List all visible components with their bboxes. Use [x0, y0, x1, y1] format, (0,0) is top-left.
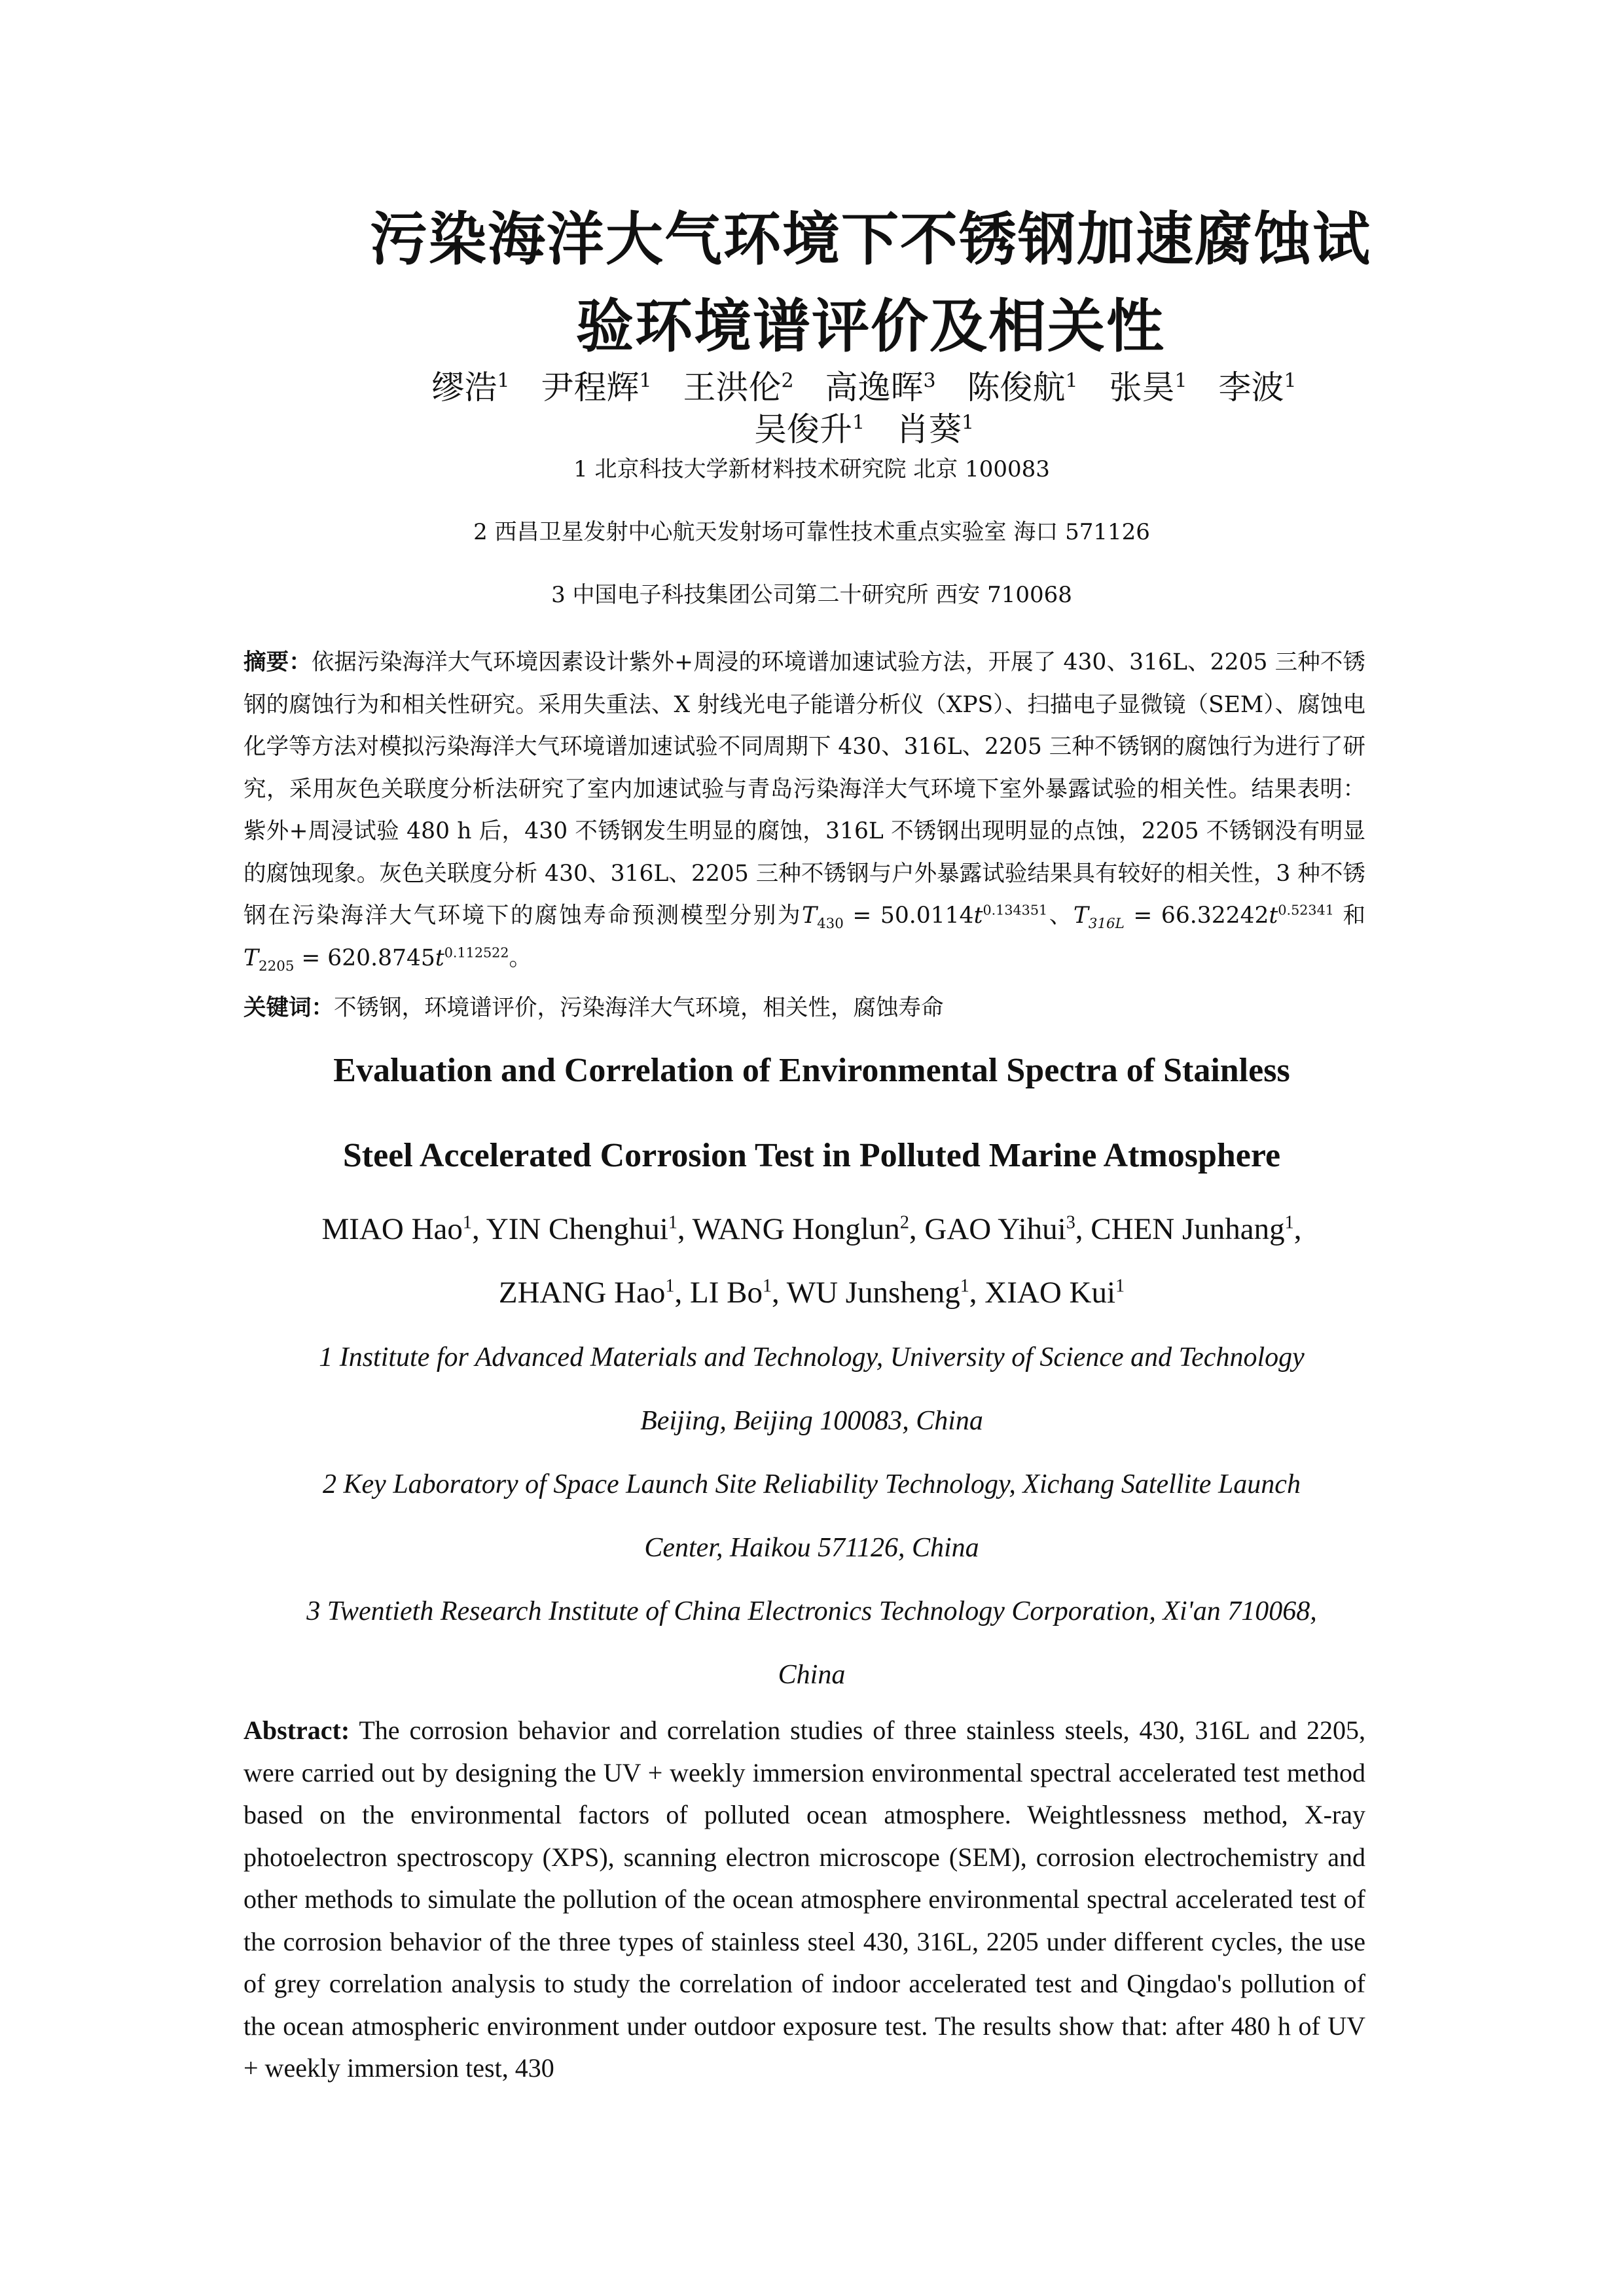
english-author-list-line-2: ZHANG Hao$^1$, LI Bo$^1$, WU Junsheng$^1$, XIAO Kui$^1$ — [498, 1276, 1125, 1310]
chinese-title-line-2: 验环境谱评价及相关性 — [575, 293, 1165, 360]
english-abstract-text: The corrosion behavior and correlation studies of three stainless steels, 430, 316L and 2205, were carried out by designing the UV + weekly immersion environmental spectral accelerated test method based on the environmental factors of polluted ocean atmosphere. Weightlessness method, X-ray photoelectron spectroscopy (XPS), scanning electron microscope (SEM), corrosion electrochemistry and other methods to simulate the pollution of the ocean atmosphere environmental spectral accelerated test of the corrosion behavior of the three types of stainless steel 430, 316L, 2205 under different cycles, the use of grey correlation analysis to study the correlation of indoor accelerated test and Qingdao's pollution of the ocean atmospheric environment under outdoor exposure test. The results show that: after 480 h of UV + weekly immersion test, 430 — [244, 1715, 1365, 2083]
english-affiliation-line: Center, Haikou 571126, China — [644, 1533, 979, 1563]
chinese-author: 肖葵$^1$ — [895, 410, 975, 448]
chinese-abstract-label: 摘要： — [244, 649, 312, 675]
english-author: GAO Yihui$^3$ — [924, 1212, 1075, 1246]
english-title-line-2: Steel Accelerated Corrosion Test in Polluted Marine Atmosphere — [342, 1137, 1281, 1174]
english-affiliation-line: 1 Institute for Advanced Materials and Technology, University of Science and Technology — [319, 1342, 1305, 1372]
english-affiliation-line: China — [778, 1660, 846, 1690]
chinese-author: 陈俊航$^1$ — [967, 368, 1078, 406]
english-affiliation-line: 3 Twentieth Research Institute of China Electronics Technology Corporation, Xi'an 710068, — [306, 1596, 1317, 1626]
english-author: WU Junsheng$^1$ — [786, 1276, 969, 1310]
chinese-keywords-label: 关键词： — [244, 995, 334, 1021]
life-model-2205: $T_{2205} = 620.8745t^{0.112522}$ — [244, 944, 509, 975]
chinese-keywords — [244, 992, 1365, 1024]
chinese-author: 张昊$^1$ — [1109, 368, 1187, 406]
chinese-affiliation-1: 1 北京科技大学新材料技术研究院 北京 100083 — [573, 456, 1050, 482]
chinese-affiliation-2: 2 西昌卫星发射中心航天发射场可靠性技术重点实验室 海口 571126 — [473, 519, 1150, 545]
chinese-author: 吴俊升$^1$ — [753, 410, 865, 448]
chinese-author: 尹程辉$^1$ — [541, 368, 652, 406]
english-author-list-line-1: MIAO Hao$^1$, YIN Chenghui$^1$, WANG Honglun$^2$, GAO Yihui$^3$, CHEN Junhang$^1$, — [321, 1212, 1302, 1246]
english-author: YIN Chenghui$^1$ — [486, 1212, 677, 1246]
english-author: WANG Honglun$^2$ — [692, 1212, 909, 1246]
chinese-author: 李波$^1$ — [1218, 368, 1297, 406]
chinese-title-line-1: 污染海洋大气环境下不锈钢加速腐蚀试 — [369, 206, 1371, 273]
life-model-316L: $T_{316L} = 66.32242t^{0.52341}$ — [1073, 902, 1334, 932]
life-model-430: $T_{430} = 50.0114t^{0.134351}$ — [802, 902, 1048, 932]
chinese-author: 缪浩$^1$ — [431, 368, 510, 406]
chinese-author: 高逸晖$^3$ — [825, 368, 936, 406]
chinese-author: 王洪伦$^2$ — [683, 368, 794, 406]
english-abstract-label: Abstract: — [244, 1715, 350, 1745]
chinese-author-list — [353, 367, 1375, 450]
english-author: CHEN Junhang$^1$ — [1091, 1212, 1294, 1246]
english-abstract — [244, 1710, 1365, 2090]
english-author: MIAO Hao$^1$ — [321, 1212, 472, 1246]
english-affiliation-line: Beijing, Beijing 100083, China — [640, 1406, 983, 1436]
chinese-abstract: 摘要：依据污染海洋大气环境因素设计紫外+周浸的环境谱加速试验方法，开展了 430、316L、2205 三种不锈钢的腐蚀行为和相关性研究。采用失重法、X 射线光电子能谱分析仪（XPS）、扫描电子显微镜（SEM）、腐蚀电化学等方法对模拟污染海洋大气环境谱加速试验不同周期下 430、316L、2205 三种不锈钢的腐蚀行为进行了研究，采用灰色关联度分析法研究了室内加速试验与青岛污染海洋大气环境下室外暴露试验的相关性。结果表明：紫外+周浸试验 480 h 后，430 不锈钢发生明显的腐蚀，316L 不锈钢出现明显的点蚀，2205 不锈钢没有明显的腐蚀现象。灰色关联度分析 430、316L、2205 三种不锈钢与户外暴露试验结果具有较好的相关性，3 种不锈钢在污染海洋大气环境下的腐蚀寿命预测模型分别为$T_{430} = 50.0114t^{0.134351}$、$T_{316L} = 66.32242t^{0.52341}$ 和$T_{2205} = 620.8745t^{0.112522}$。 — [244, 649, 1366, 975]
english-affiliation-line: 2 Key Laboratory of Space Launch Site Reliability Technology, Xichang Satellite Launch — [323, 1469, 1301, 1499]
english-author: LI Bo$^1$ — [689, 1276, 772, 1310]
english-title-line-1: Evaluation and Correlation of Environmental Spectra of Stainless — [333, 1052, 1290, 1089]
english-author: ZHANG Hao$^1$ — [498, 1276, 675, 1310]
english-author: XIAO Kui$^1$ — [984, 1276, 1125, 1310]
chinese-affiliation-3: 3 中国电子科技集团公司第二十研究所 西安 710068 — [551, 582, 1072, 608]
chinese-keywords-text: 不锈钢，环境谱评价，污染海洋大气环境，相关性，腐蚀寿命 — [334, 995, 944, 1021]
chinese-abstract-text: 依据污染海洋大气环境因素设计紫外+周浸的环境谱加速试验方法，开展了 430、316L、2205 三种不锈钢的腐蚀行为和相关性研究。采用失重法、X 射线光电子能谱分析仪（XPS）、扫描电子显微镜（SEM）、腐蚀电化学等方法对模拟污染海洋大气环境谱加速试验不同周期下 430、316L、2205 三种不锈钢的腐蚀行为进行了研究，采用灰色关联度分析法研究了室内加速试验与青岛污染海洋大气环境下室外暴露试验的相关性。结果表明：紫外+周浸试验 480 h 后，430 不锈钢发生明显的腐蚀，316L 不锈钢出现明显的点蚀，2205 不锈钢没有明显的腐蚀现象。灰色关联度分析 430、316L、2205 三种不锈钢与户外暴露试验结果具有较好的相关性，3 种不锈钢在污染海洋大气环境下的腐蚀寿命预测模型分别为 — [244, 649, 1366, 929]
